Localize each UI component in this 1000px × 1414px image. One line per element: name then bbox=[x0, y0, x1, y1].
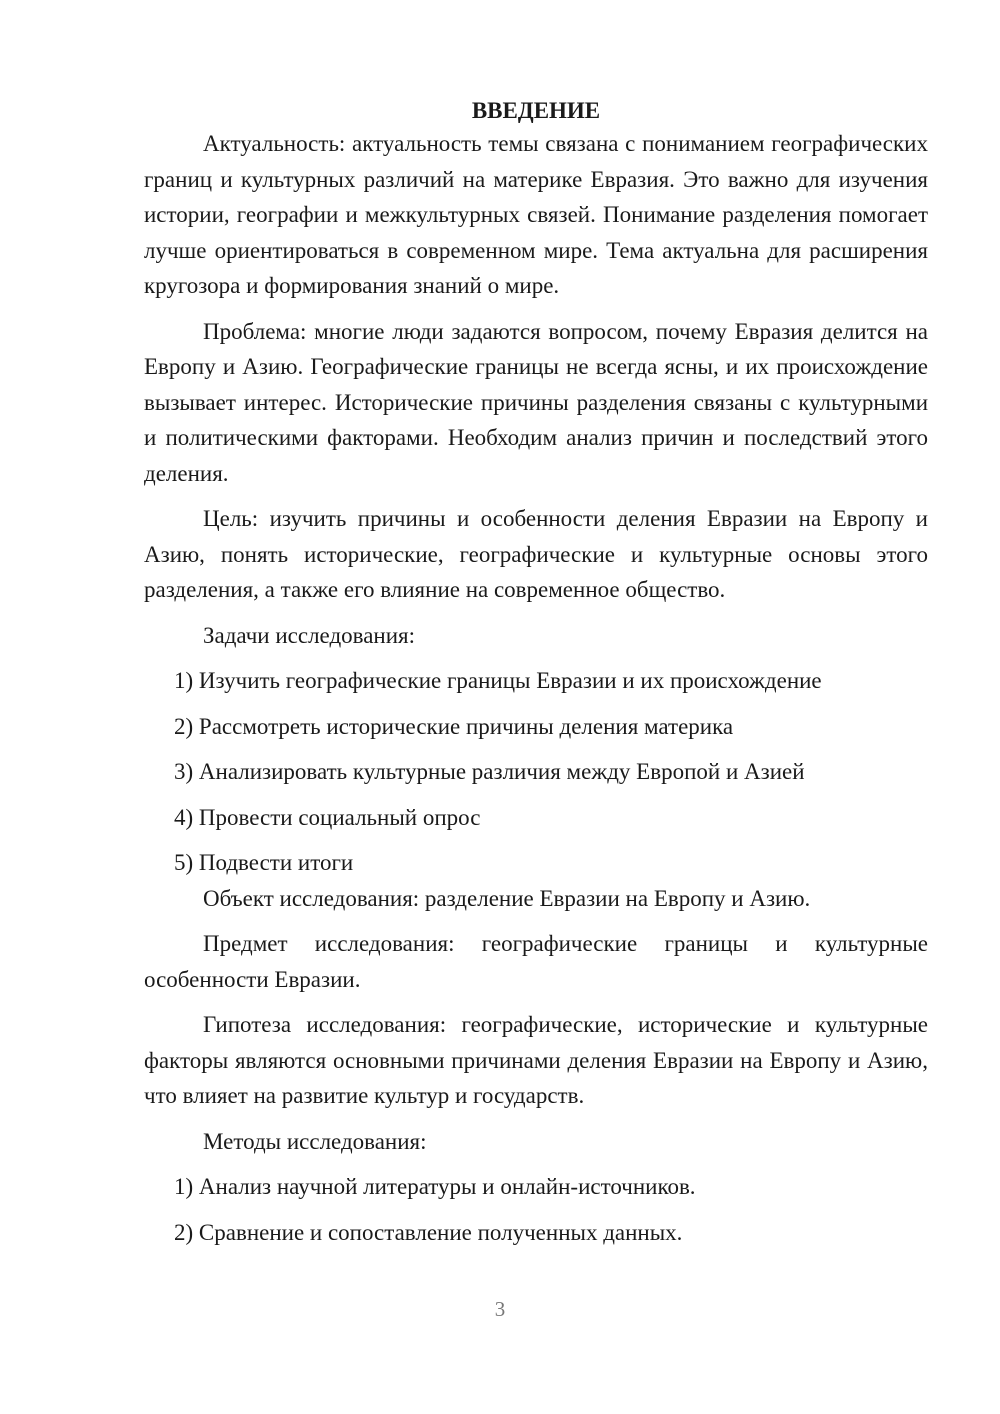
object-paragraph: Объект исследования: разделение Евразии на Европу и Азию. bbox=[203, 885, 811, 911]
task-item-5: 5) Подвести итоги bbox=[174, 850, 354, 875]
task-item-1: 1) Изучить географические границы Евразии и их происхождение bbox=[174, 668, 822, 693]
goal-paragraph: Цель: изучить причины и особенности деления Евразии на Европу и Азию, понять исторические, географические и культурные основы этого разделения, а также его влияние на современное общество. bbox=[144, 506, 928, 602]
page-content bbox=[144, 96, 928, 1250]
hypothesis-paragraph: Гипотеза исследования: географические, исторические и культурные факторы являются основными причинами деления Евразии на Европу и Азию, что влияет на развитие культур и государств. bbox=[144, 1012, 928, 1108]
task-item-4: 4) Провести социальный опрос bbox=[174, 804, 481, 830]
page-number: 3 bbox=[494, 1297, 506, 1321]
method-item-2: 2) Сравнение и сопоставление полученных данных. bbox=[174, 1219, 683, 1245]
page-title: ВВЕДЕНИЕ bbox=[471, 98, 601, 123]
task-item-3: 3) Анализировать культурные различия между Европой и Азией bbox=[174, 759, 805, 784]
problem-paragraph: Проблема: многие люди задаются вопросом, почему Евразия делится на Европу и Азию. Географические границы не всегда ясны, и их происхождение вызывает интерес. Исторические причины разделения связаны с культурными и политическими факторами. Необходим анализ причин и последствий этого деления. bbox=[144, 318, 928, 486]
tasks-heading: Задачи исследования: bbox=[203, 622, 416, 648]
methods-heading: Методы исследования: bbox=[203, 1128, 427, 1154]
method-item-1: 1) Анализ научной литературы и онлайн-источников. bbox=[174, 1174, 696, 1199]
relevance-paragraph: Актуальность: актуальность темы связана с пониманием географических границ и культурных различий на материке Евразия. Это важно для изучения истории, географии и межкультурных связей. Понимание разделения помогает лучше ориентироваться в современном мире. Тема актуальна для расширения кругозора и формирования знаний о мире. bbox=[144, 131, 928, 298]
task-item-2: 2) Рассмотреть исторические причины деления материка bbox=[174, 713, 734, 739]
subject-paragraph: Предмет исследования: географические границы и культурные особенности Евразии. bbox=[144, 931, 928, 992]
